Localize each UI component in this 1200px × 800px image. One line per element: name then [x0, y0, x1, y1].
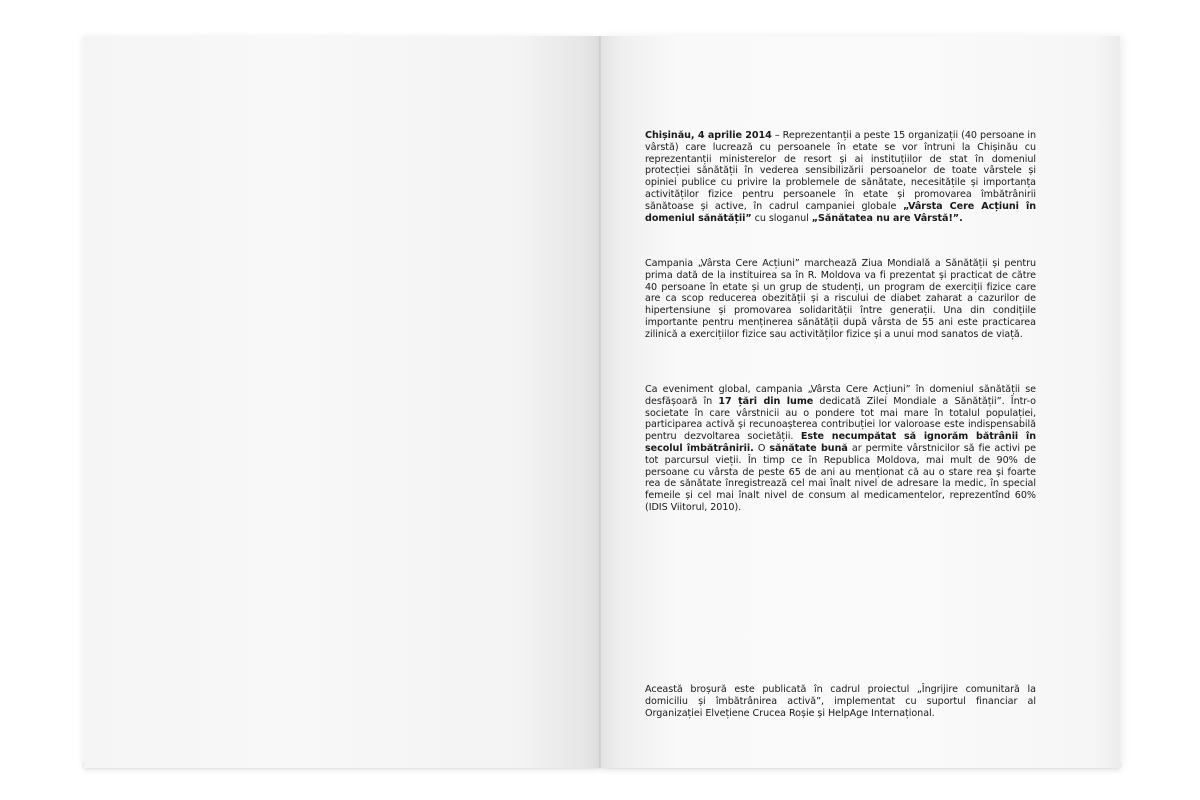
- paragraph-global-event: Ca eveniment global, campania „Vârsta Cere Acțiuni” în domeniul sănătății se desfășoară în 17 țări din lume dedicată Zilei Mondiale a Sănătății”. Într-o societate în care vârstnicii au o pondere tot mai mare în totalul populației, participarea activă și recunoașterea contribuției lor valoroase este indispensabilă pentru dezvoltarea societății. Este necumpătat să ignorăm bătrânii în secolul îmbătrânirii. O sănătate bună ar permite vârstnicilor să fie activi pe tot parcursul vieții. În timp ce în Republica Moldova, mai mult de 90% de persoane cu vârsta de peste 65 de ani au menționat că au o stare rea și foarte rea de sănătate înregistrează cel mai înalt nivel de adresare la medic, în special femeile și cel mai înalt nivel de consum al medicamentelor, reprezentînd 60% (IDIS Viitorul, 2010).: [645, 384, 1036, 513]
- emphasis-statement: Este necumpătat să ignorăm bătrânii în secolul îmbătrânirii.: [645, 431, 1036, 454]
- paragraph-campaign-description: Campania „Vârsta Cere Acțiuni” marchează Ziua Mondială a Sănătății și pentru prima dată de la instituirea sa în R. Moldova va fi prezentat și practicat de către 40 persoane în etate și un grup de studenți, un program de exerciții fizice care are ca scop reducerea obezității și a riscului de diabet zaharat a cazurilor de hipertensiune și promovarea solidarității între generații. Una din condițiile importante pentru menținerea sănătății după vârsta de 55 ani este practicarea zilinică a exercițiilor fizice sau activităților fizice și a unui mod sanatos de viață.: [645, 258, 1036, 340]
- left-page: [84, 36, 600, 768]
- campaign-slogan: „Sănătatea nu are Vârstă!”.: [811, 212, 963, 224]
- open-brochure: [84, 36, 1120, 768]
- dateline: Chișinău, 4 aprilie 2014: [645, 130, 772, 141]
- countries-count: 17 țări din lume: [718, 395, 814, 407]
- book-spine: [599, 36, 601, 768]
- paragraph-funding-note: Această broșură este publicată în cadrul proiectul „Îngrijire comunitară la domiciliu și îmbătrânirea activă”, implementat cu suportul financiar al Organizației Elvețiene Crucea Roșie și HelpAge Internațional.: [645, 684, 1036, 719]
- paragraph-press-release-intro: Chișinău, 4 aprilie 2014 – Reprezentanții a peste 15 organizații (40 persoane in vârstă) care lucrează cu persoanele în etate se vor întruni la Chișinău cu reprezentanții ministerelor de resort și ai instituțiilor de stat în domeniul protecției sănătății în vederea sensibilizării persoanelor de toate vârstele și opiniei publice cu privire la problemele de sănătate, necesitățile și importanța activităților fizice pentru persoanele în etate și promovarea îmbătrânirii sănătoase și active, în cadrul campaniei globale „Vârsta Cere Acțiuni în domeniul sănătății” cu sloganul „Sănătatea nu are Vârstă!”.: [645, 130, 1036, 224]
- good-health-emphasis: sănătate bună: [769, 442, 848, 454]
- campaign-name: „Vârsta Cere Acțiuni în domeniul sănătății”: [645, 200, 1036, 224]
